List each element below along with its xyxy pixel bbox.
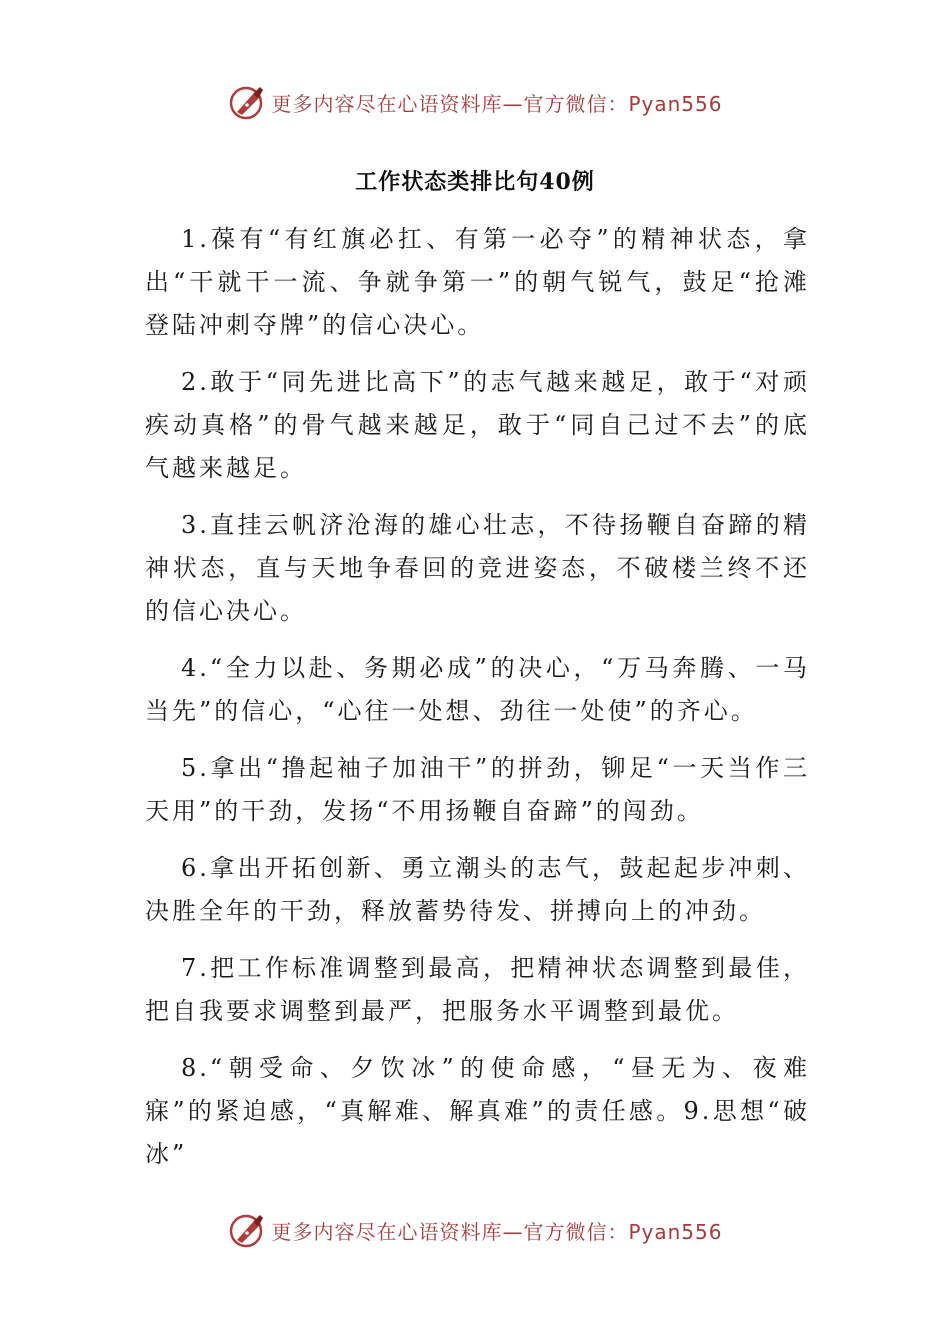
- pen-nib-logo-icon: [227, 1210, 267, 1250]
- paragraph-6: 6.拿出开拓创新、勇立潮头的志气，鼓起起步冲刺、决胜全年的干劲，释放蓄势待发、拼搏向上的冲劲。: [145, 854, 810, 925]
- document-body: [145, 218, 810, 1190]
- document-title: 工作状态类排比句40例: [355, 169, 595, 195]
- paragraph-8: 8.“朝受命、夕饮冰”的使命感，“昼无为、夜难寐”的紧迫感，“真解难、解真难”的责任感。9.思想“破冰”: [145, 1054, 810, 1168]
- paragraph-2: 2.敢于“同先进比高下”的志气越来越足，敢于“对顽疾动真格”的骨气越来越足，敢于“同自己过不去”的底气越来越足。: [145, 368, 810, 482]
- paragraph-5: 5.拿出“撸起袖子加油干”的拼劲，铆足“一天当作三天用”的干劲，发扬“不用扬鞭自奋蹄”的闯劲。: [145, 754, 810, 825]
- paragraph-7: 7.把工作标准调整到最高，把精神状态调整到最佳，把自我要求调整到最严，把服务水平调整到最优。: [145, 954, 810, 1025]
- footer-banner: [0, 1210, 950, 1250]
- header-banner-text: 更多内容尽在心语资料库—官方微信：Pyan556: [271, 91, 723, 116]
- paragraph-1: 1.葆有“有红旗必扛、有第一必夺”的精神状态，拿出“干就干一流、争就争第一”的朝气锐气，鼓足“抢滩登陆冲刺夺牌”的信心决心。: [145, 225, 810, 339]
- paragraph-3: 3.直挂云帆济沧海的雄心壮志，不待扬鞭自奋蹄的精神状态，直与天地争春回的竞进姿态，不破楼兰终不还的信心决心。: [145, 511, 810, 625]
- header-banner: [0, 82, 950, 122]
- footer-banner-text: 更多内容尽在心语资料库—官方微信：Pyan556: [271, 1219, 723, 1244]
- paragraph-4: 4.“全力以赴、务期必成”的决心，“万马奔腾、一马当先”的信心，“心往一处想、劲往一处使”的齐心。: [145, 654, 810, 725]
- pen-nib-logo-icon: [227, 82, 267, 122]
